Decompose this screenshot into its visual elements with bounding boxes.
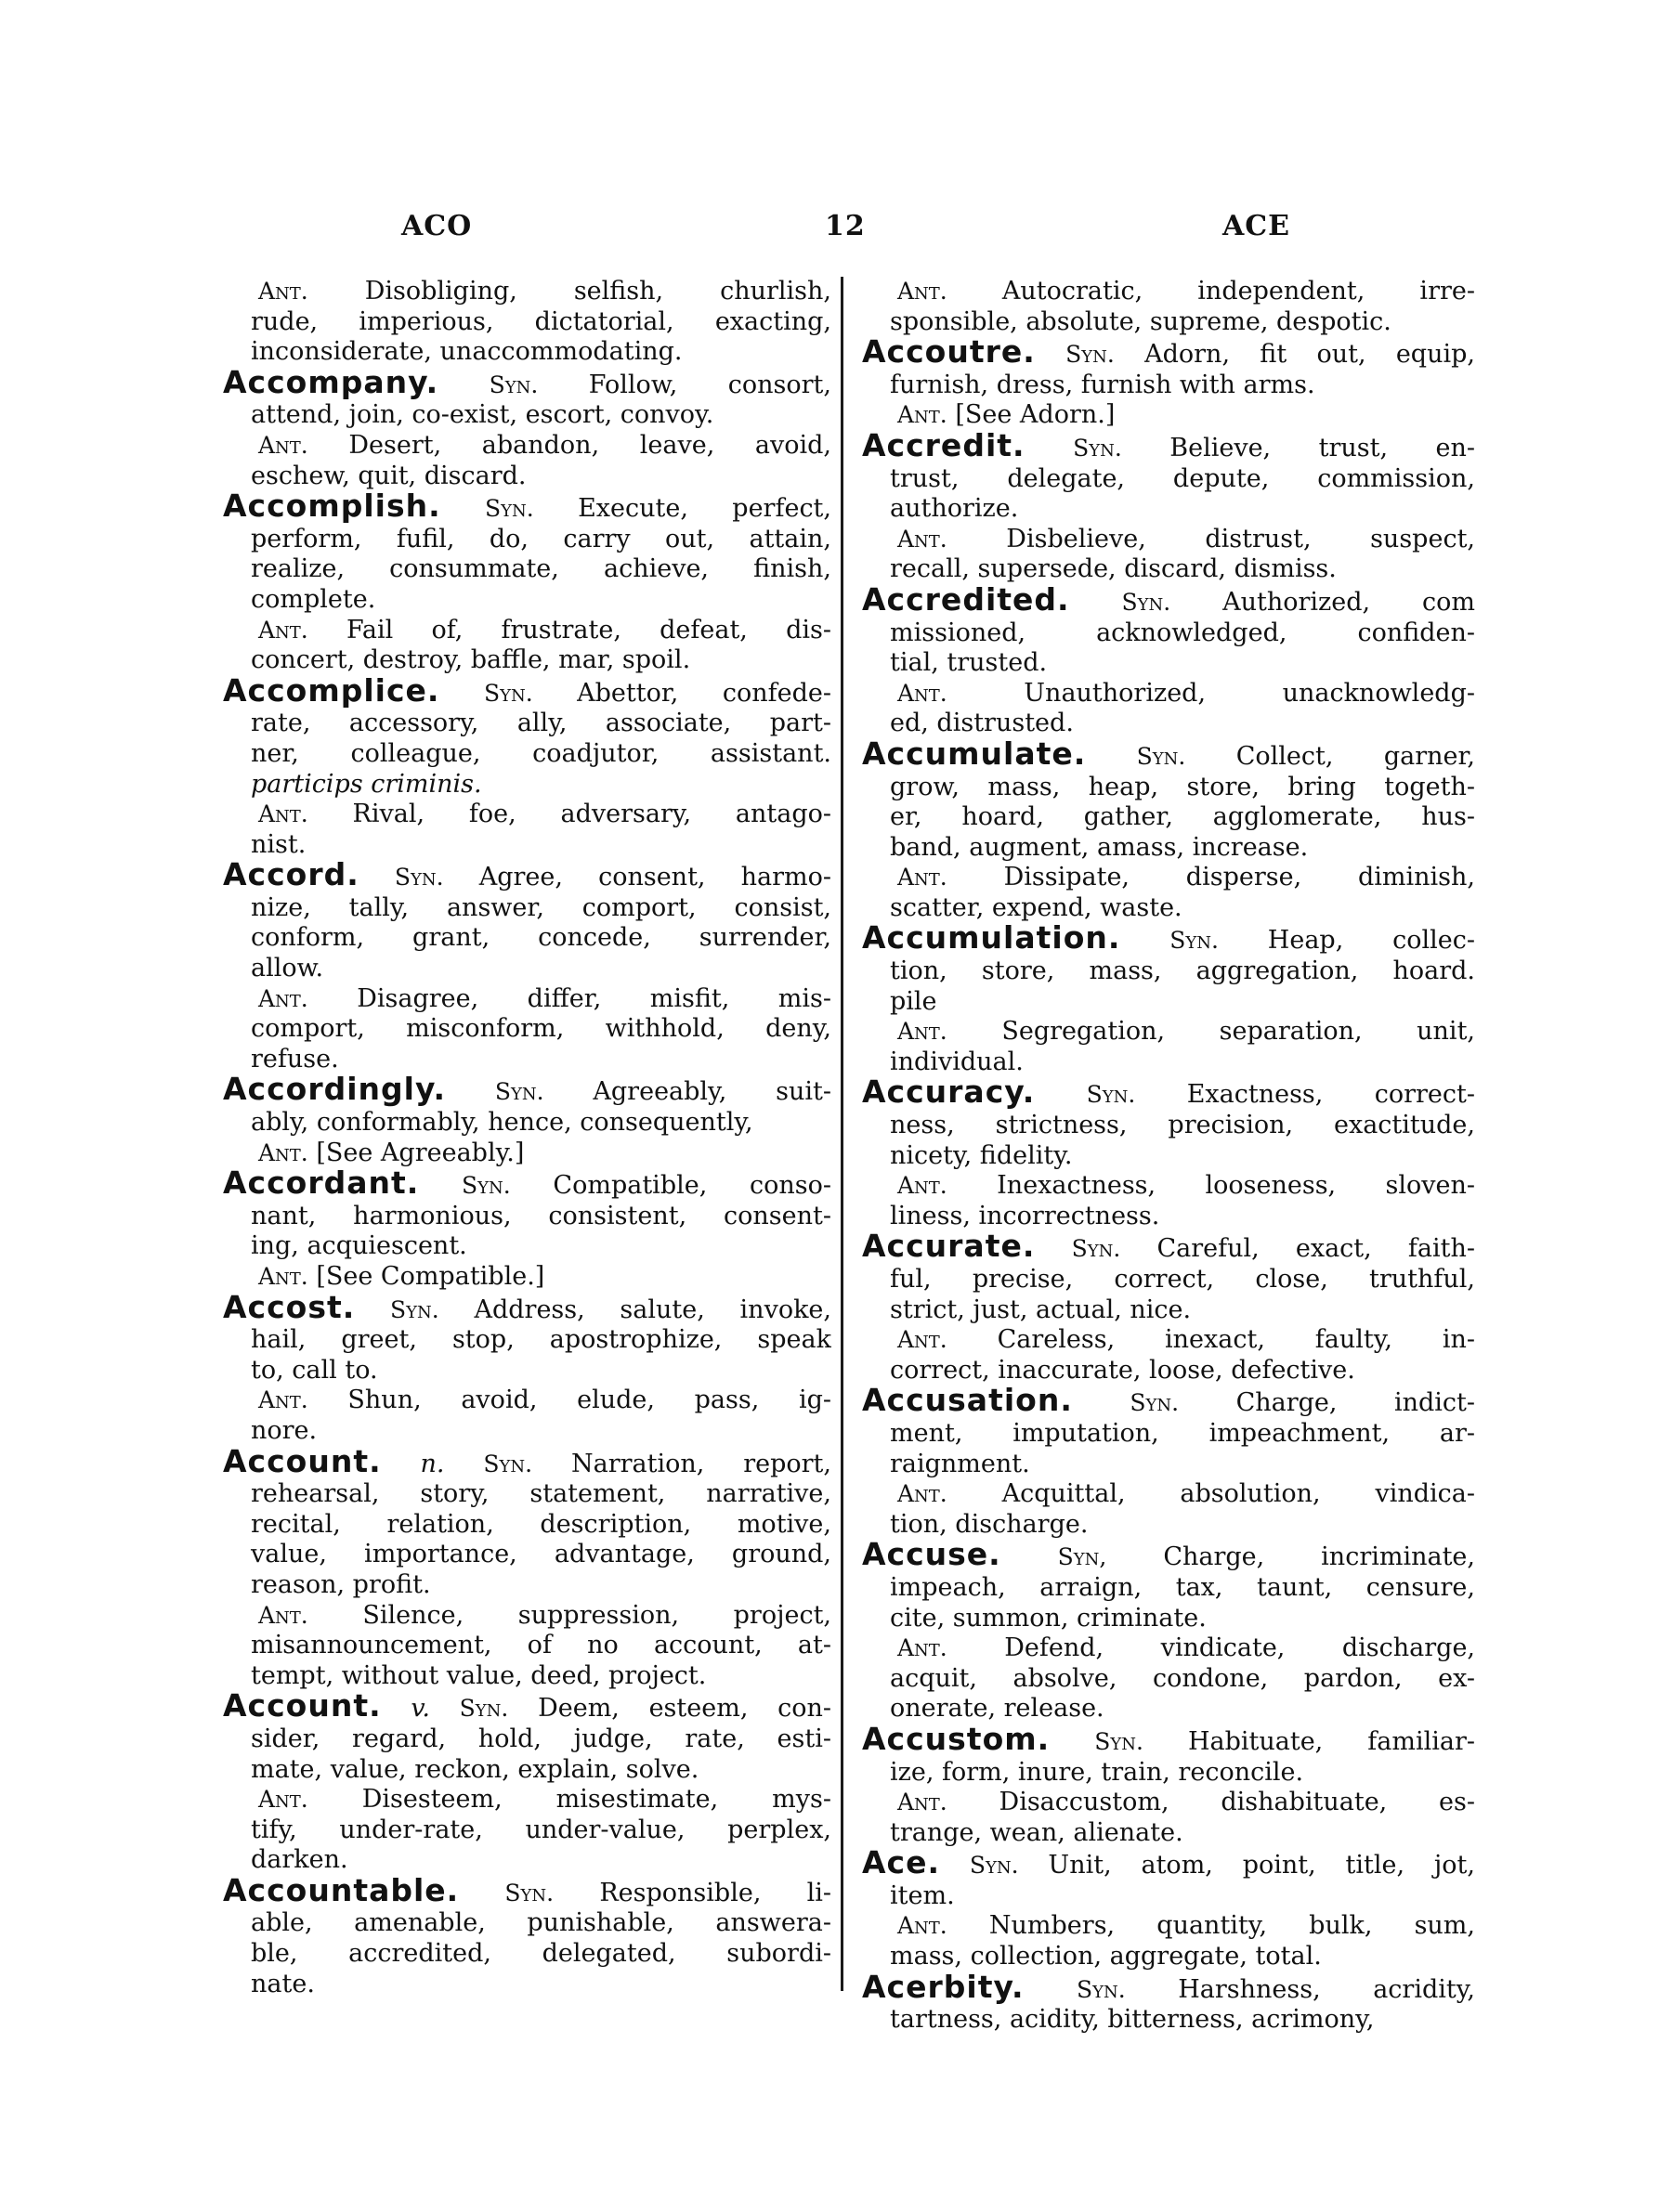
headword-line: Accordant. Syn. Compatible, conso-	[223, 1168, 831, 1202]
antonym-line: Ant. Defend, vindicate, discharge,	[897, 1633, 1475, 1663]
headword-line: Accredited. Syn. Authorized, com	[862, 584, 1475, 618]
headword-line: Accustom. Syn. Habituate, familiar-	[862, 1724, 1475, 1757]
text-line: tion, discharge.	[890, 1509, 1089, 1539]
headword-line: Accuracy. Syn. Exactness, correct-	[862, 1077, 1475, 1111]
text-line: band, augment, amass, increase.	[890, 832, 1309, 862]
antonym-line: Ant. Disbelieve, distrust, suspect,	[897, 524, 1475, 553]
headword-line: Ace. Syn. Unit, atom, point, title, jot,	[862, 1848, 1475, 1881]
text-line: to, call to.	[251, 1355, 378, 1385]
text-line: reason, profit.	[251, 1569, 431, 1599]
text-line: perform, fufil, do, carry out, attain,	[251, 524, 831, 553]
antonym-line: Ant. [See Agreeably.]	[258, 1138, 525, 1167]
text-line: sponsible, absolute, supreme, despotic.	[890, 306, 1391, 336]
antonym-line: Ant. [See Adorn.]	[897, 400, 1116, 430]
headword-line: Account. n. Syn. Narration, report,	[223, 1446, 831, 1479]
column-divider	[841, 277, 843, 1991]
text-line: tial, trusted.	[890, 648, 1048, 678]
antonym-line: Ant. Disagree, differ, misfit, mis-	[258, 983, 831, 1013]
right-column	[862, 277, 1475, 2036]
text-line: refuse.	[251, 1044, 339, 1073]
text-line: tify, under-rate, under-value, perplex,	[251, 1815, 831, 1844]
text-line: liness, incorrectness.	[890, 1201, 1160, 1230]
antonym-line: Ant. Careless, inexact, faulty, in-	[897, 1325, 1475, 1355]
headword-line: Accord. Syn. Agree, consent, harmo-	[223, 860, 831, 893]
text-line: concert, destroy, baffle, mar, spoil.	[251, 645, 691, 675]
text-line: missioned, acknowledged, confiden-	[890, 618, 1475, 647]
text-line: correct, inaccurate, loose, defective.	[890, 1355, 1355, 1385]
text-line: tartness, acidity, bitterness, acrimony,	[890, 2005, 1375, 2035]
text-line: conform, grant, concede, surrender,	[251, 923, 831, 953]
antonym-line: Ant. Shun, avoid, elude, pass, ig-	[258, 1386, 831, 1415]
text-line: nize, tally, answer, comport, consist,	[251, 892, 831, 922]
text-line: grow, mass, heap, store, bring togeth-	[890, 772, 1475, 801]
headword-line: Accompany. Syn. Follow, consort,	[223, 367, 831, 400]
left-column	[223, 277, 831, 1999]
text-line: realize, consummate, achieve, finish,	[251, 554, 831, 584]
antonym-line: Ant. Acquittal, absolution, vindica-	[897, 1479, 1475, 1509]
headword-line: Account. v. Syn. Deem, esteem, con-	[223, 1691, 831, 1724]
text-line: nicety, fidelity.	[890, 1140, 1073, 1170]
antonym-line: Ant. Segregation, separation, unit,	[897, 1017, 1475, 1047]
headword-line: Accost. Syn. Address, salute, invoke,	[223, 1292, 831, 1325]
headword-line: Accuse. Syn, Charge, incriminate,	[862, 1540, 1475, 1573]
text-line: trange, wean, alienate.	[890, 1817, 1183, 1847]
text-line: strict, just, actual, nice.	[890, 1295, 1192, 1324]
text-line: able, amenable, punishable, answera-	[251, 1908, 831, 1938]
running-head-left: ACO	[401, 210, 473, 242]
text-line: mass, collection, aggregate, total.	[890, 1942, 1322, 1971]
text-line: scatter, expend, waste.	[890, 892, 1182, 922]
antonym-line: Ant. Numbers, quantity, bulk, sum,	[897, 1911, 1475, 1941]
text-line: darken.	[251, 1845, 348, 1875]
text-line: mate, value, reckon, explain, solve.	[251, 1754, 699, 1784]
text-line: eschew, quit, discard.	[251, 461, 527, 490]
text-line: pile	[890, 986, 937, 1016]
antonym-line: Ant. Fail of, frustrate, defeat, dis-	[258, 615, 831, 644]
text-line: recall, supersede, discard, dismiss.	[890, 554, 1337, 584]
text-line: tempt, without value, deed, project.	[251, 1660, 707, 1690]
running-head-right: ACE	[1222, 210, 1291, 242]
headword-line: Acerbity. Syn. Harshness, acridity,	[862, 1971, 1475, 2005]
antonym-line: Ant. Unauthorized, unacknowledg-	[897, 678, 1475, 708]
text-line: acquit, absolve, condone, pardon, ex-	[890, 1663, 1475, 1693]
text-line: misannouncement, of no account, at-	[251, 1631, 831, 1660]
text-line: ably, conformably, hence, consequently,	[251, 1108, 753, 1138]
headword-line: Accomplice. Syn. Abettor, confede-	[223, 675, 831, 709]
antonym-line: Ant. Dissipate, disperse, diminish,	[897, 863, 1475, 892]
text-line: furnish, dress, furnish with arms.	[890, 370, 1315, 399]
text-line: ize, form, inure, train, reconcile.	[890, 1757, 1304, 1787]
text-line: allow.	[251, 954, 324, 983]
antonym-line: Ant. Disobliging, selfish, churlish,	[258, 277, 831, 306]
text-line: nant, harmonious, consistent, consent-	[251, 1201, 831, 1230]
headword-line: Accomplish. Syn. Execute, perfect,	[223, 491, 831, 525]
antonym-line: Ant. [See Compatible.]	[258, 1262, 545, 1291]
headword-line: Accountable. Syn. Responsible, li-	[223, 1875, 831, 1908]
text-line: impeach, arraign, tax, taunt, censure,	[890, 1572, 1475, 1602]
text-line: hail, greet, stop, apostrophize, speak	[251, 1325, 831, 1355]
antonym-line: Ant. Disaccustom, dishabituate, es-	[897, 1788, 1475, 1817]
text-line: nist.	[251, 829, 307, 859]
headword-line: Accumulation. Syn. Heap, collec-	[862, 923, 1475, 956]
text-line: inconsiderate, unaccommodating.	[251, 337, 683, 367]
text-line: item.	[890, 1880, 955, 1910]
antonym-line: Ant. Silence, suppression, project,	[258, 1600, 831, 1630]
text-line: ner, colleague, coadjutor, assistant.	[251, 738, 831, 768]
text-line: ness, strictness, precision, exactitude,	[890, 1111, 1475, 1140]
text-line: ing, acquiescent.	[251, 1231, 467, 1261]
text-line: complete.	[251, 584, 376, 614]
headword-line: Accoutre. Syn. Adorn, fit out, equip,	[862, 337, 1475, 371]
text-line: cite, summon, criminate.	[890, 1603, 1207, 1633]
antonym-line: Ant. Autocratic, independent, irre-	[897, 277, 1475, 306]
text-line: value, importance, advantage, ground,	[251, 1540, 831, 1569]
page-number: 12	[825, 210, 866, 242]
text-line: tion, store, mass, aggregation, hoard.	[890, 956, 1475, 986]
text-line: individual.	[890, 1047, 1024, 1076]
headword-line: Accumulate. Syn. Collect, garner,	[862, 738, 1475, 772]
text-line: authorize.	[890, 494, 1019, 524]
text-line: rehearsal, story, statement, narrative,	[251, 1479, 831, 1509]
text-line: onerate, release.	[890, 1694, 1104, 1724]
text-line: raignment.	[890, 1449, 1030, 1478]
headword-line: Accusation. Syn. Charge, indict-	[862, 1386, 1475, 1419]
text-line: er, hoard, gather, agglomerate, hus-	[890, 802, 1475, 832]
text-line: sider, regard, hold, judge, rate, esti-	[251, 1724, 831, 1753]
text-line: nate.	[251, 1969, 315, 1998]
antonym-line: Ant. Desert, abandon, leave, avoid,	[258, 430, 831, 460]
text-line: ed, distrusted.	[890, 709, 1074, 738]
headword-line: Accurate. Syn. Careful, exact, faith-	[862, 1231, 1475, 1265]
text-line: particips criminis.	[251, 769, 482, 799]
text-line: ment, imputation, impeachment, ar-	[890, 1418, 1475, 1448]
antonym-line: Ant. Rival, foe, adversary, antago-	[258, 800, 831, 829]
text-line: recital, relation, description, motive,	[251, 1509, 831, 1539]
text-line: comport, misconform, withhold, deny,	[251, 1014, 831, 1044]
text-line: rude, imperious, dictatorial, exacting,	[251, 306, 831, 336]
headword-line: Accordingly. Syn. Agreeably, suit-	[223, 1074, 831, 1108]
text-line: trust, delegate, depute, commission,	[890, 463, 1475, 493]
antonym-line: Ant. Inexactness, looseness, sloven-	[897, 1171, 1475, 1201]
antonym-line: Ant. Disesteem, misestimate, mys-	[258, 1785, 831, 1815]
text-line: rate, accessory, ally, associate, part-	[251, 709, 831, 738]
text-line: ble, accredited, delegated, subordi-	[251, 1939, 831, 1969]
text-line: attend, join, co-exist, escort, convoy.	[251, 400, 714, 430]
headword-line: Accredit. Syn. Believe, trust, en-	[862, 430, 1475, 463]
text-line: nore.	[251, 1415, 318, 1445]
text-line: ful, precise, correct, close, truthful,	[890, 1265, 1475, 1294]
